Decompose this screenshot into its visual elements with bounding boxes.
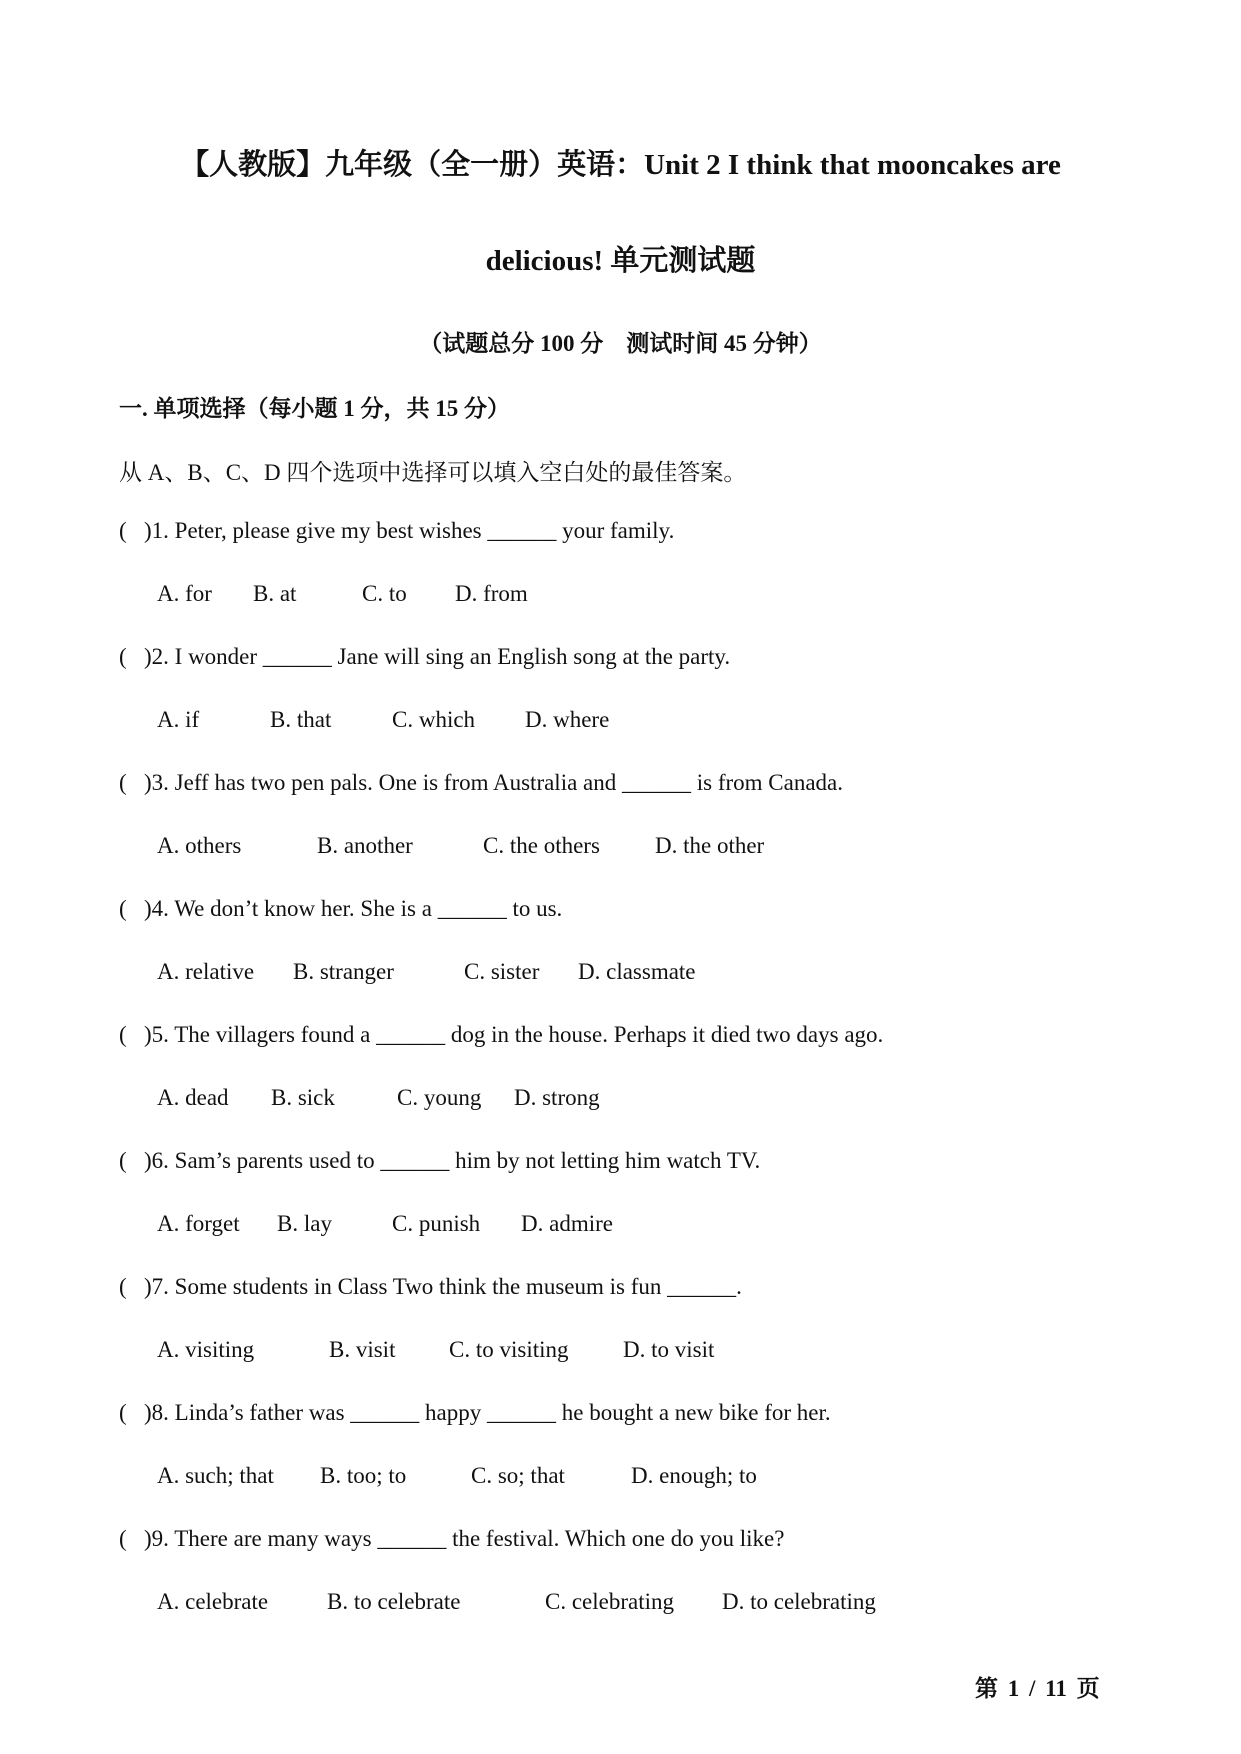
option-d: D. where [525, 707, 610, 732]
option-d: D. from [455, 581, 528, 606]
option-b: B. too; to [320, 1463, 407, 1488]
option-b: B. visit [329, 1337, 396, 1362]
option-c: C. to visiting [449, 1337, 569, 1362]
option-d: D. strong [514, 1085, 600, 1110]
question-3-options [157, 833, 764, 859]
option-b: B. another [317, 833, 413, 858]
question-stem: )2. I wonder ______ Jane will sing an English song at the party. [144, 644, 731, 669]
option-d: D. admire [521, 1211, 613, 1236]
option-a: A. for [157, 581, 212, 606]
option-c: C. punish [392, 1211, 481, 1236]
question-stem: )5. The villagers found a ______ dog in the house. Perhaps it died two days ago. [144, 1022, 884, 1047]
option-b: B. to celebrate [327, 1589, 461, 1614]
option-a: A. forget [157, 1211, 240, 1236]
option-a: A. visiting [157, 1337, 255, 1362]
option-b: B. stranger [293, 959, 394, 984]
option-a: A. dead [157, 1085, 229, 1110]
option-a: A. such; that [157, 1463, 274, 1488]
option-c: C. to [362, 581, 407, 606]
option-c: C. celebrating [545, 1589, 675, 1614]
answer-paren: ( [119, 518, 127, 543]
question-stem: )7. Some students in Class Two think the museum is fun ______. [144, 1274, 742, 1299]
document-title-line-2: delicious! 单元测试题 [485, 245, 756, 277]
question-stem: )6. Sam’s parents used to ______ him by not letting him watch TV. [144, 1148, 761, 1173]
answer-paren: ( [119, 1022, 127, 1047]
question-3 [119, 770, 843, 796]
option-a: A. relative [157, 959, 255, 984]
question-1 [119, 518, 674, 544]
option-d: D. to celebrating [722, 1589, 876, 1614]
option-b: B. that [270, 707, 332, 732]
option-c: C. the others [483, 833, 600, 858]
option-a: A. celebrate [157, 1589, 269, 1614]
question-stem: )3. Jeff has two pen pals. One is from Australia and ______ is from Canada. [144, 770, 844, 795]
answer-paren: ( [119, 1274, 127, 1299]
option-c: C. so; that [471, 1463, 565, 1488]
question-stem: )9. There are many ways ______ the festival. Which one do you like? [144, 1526, 785, 1551]
section-heading: 一. 单项选择（每小题 1 分，共 15 分） [119, 396, 510, 421]
option-c: C. sister [464, 959, 540, 984]
page-number: 第 1 / 11 页 [975, 1676, 1100, 1701]
question-stem: )1. Peter, please give my best wishes ______ your family. [144, 518, 675, 543]
option-b: B. sick [271, 1085, 335, 1110]
question-1-options [157, 581, 528, 607]
option-a: A. if [157, 707, 200, 732]
option-d: D. enough; to [631, 1463, 757, 1488]
score-time-info: （试题总分 100 分 测试时间 45 分钟） [419, 331, 822, 356]
question-2 [119, 644, 730, 670]
option-a: A. others [157, 833, 242, 858]
question-4-options [157, 959, 696, 985]
option-c: C. which [392, 707, 476, 732]
option-b: B. lay [277, 1211, 332, 1236]
answer-paren: ( [119, 1148, 127, 1173]
question-4 [119, 896, 562, 922]
answer-paren: ( [119, 770, 127, 795]
option-d: D. classmate [578, 959, 696, 984]
question-8 [119, 1400, 831, 1426]
document-title-line-1: 【人教版】九年级（全一册）英语：Unit 2 I think that mooncakes are [180, 149, 1061, 181]
answer-paren: ( [119, 896, 127, 921]
question-5 [119, 1022, 883, 1048]
option-c: C. young [397, 1085, 482, 1110]
question-9 [119, 1526, 784, 1552]
question-stem: )8. Linda’s father was ______ happy ______ he bought a new bike for her. [144, 1400, 831, 1425]
question-8-options [157, 1463, 757, 1489]
answer-paren: ( [119, 644, 127, 669]
option-d: D. to visit [623, 1337, 715, 1362]
question-5-options [157, 1085, 600, 1111]
option-d: D. the other [655, 833, 765, 858]
answer-paren: ( [119, 1526, 127, 1551]
question-7 [119, 1274, 742, 1300]
question-7-options [157, 1337, 714, 1363]
answer-paren: ( [119, 1400, 127, 1425]
instructions: 从 A、B、C、D 四个选项中选择可以填入空白处的最佳答案。 [119, 460, 747, 485]
option-b: B. at [253, 581, 297, 606]
question-9-options [157, 1589, 876, 1615]
question-6-options [157, 1211, 613, 1237]
question-stem: )4. We don’t know her. She is a ______ to us. [144, 896, 563, 921]
question-2-options [157, 707, 609, 733]
question-6 [119, 1148, 760, 1174]
